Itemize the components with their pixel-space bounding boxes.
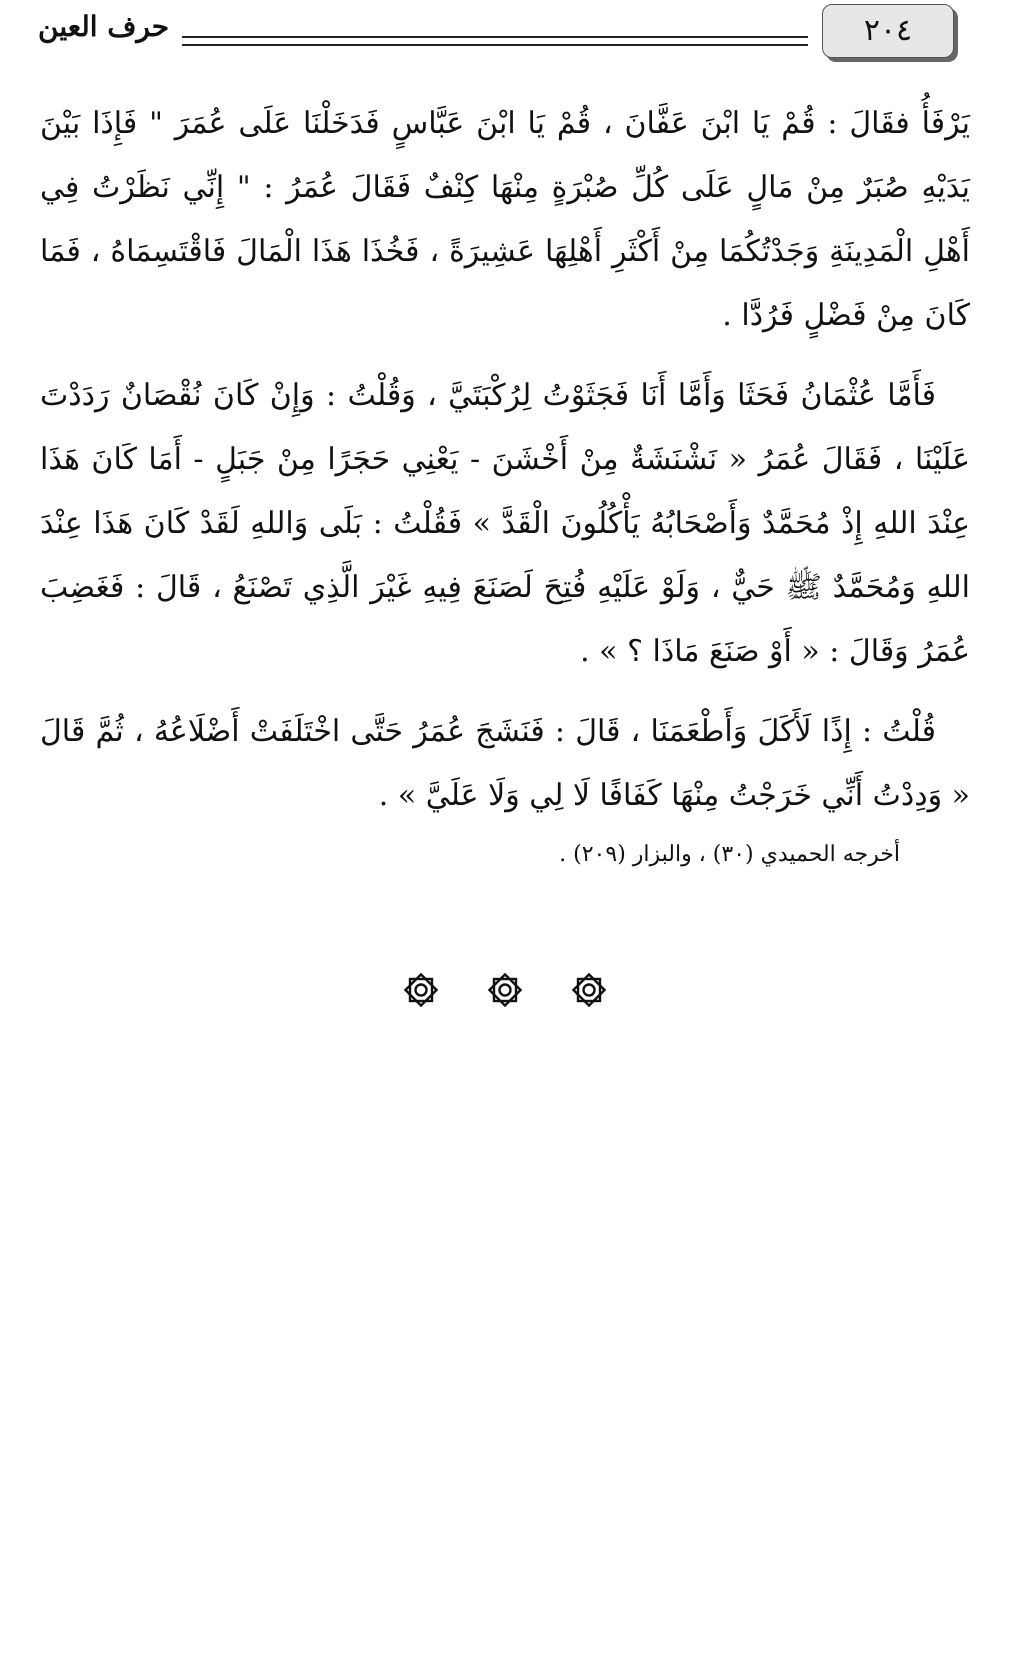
page-body	[40, 92, 970, 872]
page-header	[0, 0, 1010, 70]
paragraph-1: يَرْفَأُ فقَالَ : قُمْ يَا ابْنَ عَفَّانَ ، قُمْ يَا ابْنَ عَبَّاسٍ فَدَخَلْنَا عَلَى عُمَرَ " فَإِذَا بَيْنَ يَدَيْهِ صُبَرٌ مِنْ مَالٍ عَلَى كُلِّ صُبْرَةٍ مِنْهَا كِنْفٌ فَقَالَ عُمَرُ : " إِنِّي نَظَرْتُ فِي أَهْلِ الْمَدِينَةِ وَجَدْتُكُمَا مِنْ أَكْثَرِ أَهْلِهَا عَشِيرَةً ، فَخُذَا هَذَا الْمَالَ فَاقْتَسِمَاهُ ، فَمَا كَانَ مِنْ فَضْلٍ فَرُدَّا .	[40, 106, 970, 333]
page-number: ٢٠٤	[822, 4, 954, 58]
running-title: حرف العين	[38, 10, 170, 43]
footnote: أخرجه الحميدي (٣٠) ، والبزار (٢٠٩) .	[559, 842, 900, 867]
eight-point-star-icon	[569, 970, 609, 1010]
section-end-ornaments	[0, 970, 1010, 1030]
paragraph-3: قُلْتُ : إِذًا لَأَكَلَ وَأَطْعَمَنَا ، قَالَ : فَنَشَجَ عُمَرُ حَتَّى اخْتَلَفَتْ أَضْلَاعُهُ ، ثُمَّ قَالَ « وَدِدْتُ أَنِّي خَرَجْتُ مِنْهَا كَفَافًا لَا لِي وَلَا عَلَيَّ » .	[40, 714, 970, 813]
eight-point-star-icon	[485, 970, 525, 1010]
header-rule	[182, 36, 808, 46]
paragraph-2: فَأَمَّا عُثْمَانُ فَحَثَا وَأَمَّا أَنَا فَجَثَوْتُ لِرُكْبَتَيَّ ، وَقُلْتُ : وَإِنْ كَانَ نُقْصَانٌ رَدَدْتَ عَلَيْنَا ، فَقَالَ عُمَرُ « نَشْنَشَةٌ مِنْ أَخْشَنَ - يَعْنِي حَجَرًا مِنْ جَبَلٍ - أَمَا كَانَ هَذَا عِنْدَ اللهِ إِذْ مُحَمَّدٌ وَأَصْحَابُهُ يَأْكُلُونَ الْقَدَّ » فَقُلْتُ : بَلَى وَاللهِ لَقَدْ كَانَ هَذَا عِنْدَ اللهِ وَمُحَمَّدٌ ﷺ حَيٌّ ، وَلَوْ عَلَيْهِ فُتِحَ لَصَنَعَ فِيهِ غَيْرَ الَّذِي تَصْنَعُ ، قَالَ : فَغَضِبَ عُمَرُ وَقَالَ : « أَوْ صَنَعَ مَاذَا ؟ » .	[40, 378, 970, 669]
eight-point-star-icon	[401, 970, 441, 1010]
